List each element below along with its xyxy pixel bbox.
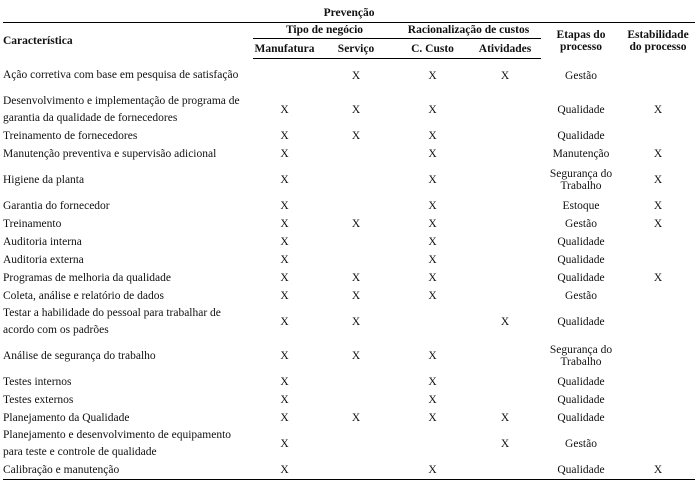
activities-cell bbox=[469, 251, 541, 269]
process-stability-cell bbox=[621, 339, 695, 373]
characteristic-cell: Auditoria externa bbox=[3, 253, 84, 266]
manufacturing-header: Manufatura bbox=[253, 41, 316, 59]
table-row bbox=[3, 93, 695, 127]
cost-center-cell bbox=[396, 305, 469, 339]
process-stage-cell: Qualidade bbox=[557, 272, 605, 284]
process-stability-cell bbox=[621, 373, 695, 391]
characteristic-cell: Auditoria interna bbox=[3, 235, 82, 248]
activities-cell bbox=[469, 127, 541, 145]
process-stage-cell: Gestão bbox=[565, 69, 597, 82]
process-stability-cell: X bbox=[653, 272, 663, 284]
service-cell bbox=[316, 197, 396, 215]
cost-center-cell: X bbox=[428, 174, 437, 186]
process-stability-cell: X bbox=[653, 148, 663, 160]
characteristic-cell: Planejamento da Qualidade bbox=[3, 411, 130, 424]
table-row bbox=[3, 373, 695, 391]
table-row bbox=[3, 409, 695, 427]
manufacturing-cell: X bbox=[280, 218, 289, 230]
business-type-label: Tipo de negócio bbox=[253, 24, 396, 39]
process-stability-cell bbox=[621, 305, 695, 339]
manufacturing-cell: X bbox=[280, 254, 289, 266]
table-row bbox=[3, 391, 695, 409]
process-stage-cell: Qualidade bbox=[557, 254, 605, 266]
activities-cell bbox=[469, 461, 541, 480]
process-stability-header bbox=[621, 23, 695, 59]
process-stage-cell: Gestão bbox=[565, 290, 597, 302]
process-stability-cell: X bbox=[653, 200, 663, 212]
process-stage-cell: Qualidade bbox=[557, 104, 605, 116]
table-row bbox=[3, 233, 695, 251]
cost-center-cell: X bbox=[428, 350, 437, 362]
table-row bbox=[3, 251, 695, 269]
process-stage-cell: Gestão bbox=[565, 218, 597, 230]
cost-rationalization-label: Racionalização de custos bbox=[396, 24, 541, 39]
cost-center-cell: X bbox=[428, 104, 437, 116]
table-row bbox=[3, 305, 695, 339]
service-cell bbox=[316, 163, 396, 197]
process-stage-cell: Qualidade bbox=[557, 316, 605, 328]
cost-center-cell: X bbox=[428, 130, 437, 142]
characteristic-cell: Programas de melhoria da qualidade bbox=[3, 271, 171, 284]
table-row bbox=[3, 269, 695, 287]
activities-cell bbox=[469, 145, 541, 163]
manufacturing-cell: X bbox=[280, 236, 289, 248]
activities-cell: X bbox=[500, 438, 510, 450]
cost-center-cell: X bbox=[428, 272, 437, 284]
table-row bbox=[3, 215, 695, 233]
service-cell bbox=[316, 251, 396, 269]
service-cell: X bbox=[351, 412, 361, 424]
service-cell bbox=[316, 427, 396, 461]
manufacturing-cell: X bbox=[280, 200, 289, 212]
process-stability-cell bbox=[621, 391, 695, 409]
process-stability-cell: X bbox=[653, 218, 663, 230]
process-stability-cell: X bbox=[653, 104, 663, 116]
service-cell bbox=[316, 461, 396, 480]
process-stage-cell: Manutenção bbox=[552, 148, 610, 160]
prevention-table bbox=[3, 4, 695, 480]
process-stage-cell: Qualidade bbox=[557, 236, 605, 248]
cost-center-cell: X bbox=[428, 394, 437, 406]
manufacturing-cell: X bbox=[280, 394, 289, 406]
cost-center-cell: X bbox=[428, 70, 437, 82]
activities-cell bbox=[469, 215, 541, 233]
activities-cell bbox=[469, 197, 541, 215]
cost-center-cell: X bbox=[428, 200, 437, 212]
manufacturing-cell: X bbox=[280, 350, 289, 362]
activities-cell bbox=[469, 339, 541, 373]
process-stage-cell: Qualidade bbox=[557, 412, 605, 424]
table-row bbox=[3, 163, 695, 197]
process-stability-cell bbox=[621, 233, 695, 251]
activities-cell bbox=[469, 287, 541, 305]
manufacturing-cell: X bbox=[280, 104, 289, 116]
activities-cell bbox=[469, 391, 541, 409]
characteristic-cell: Coleta, análise e relatório de dados bbox=[3, 289, 164, 302]
characteristic-cell: Garantia do fornecedor bbox=[3, 199, 110, 212]
characteristic-cell: Desenvolvimento e implementação de programa de garantia da qualidade de fornecedores bbox=[3, 95, 240, 124]
manufacturing-cell: X bbox=[280, 148, 289, 160]
manufacturing-cell: X bbox=[280, 376, 289, 388]
table-row bbox=[3, 145, 695, 163]
characteristic-cell: Testar a habilidade do pessoal para trabalhar de acordo com os padrões bbox=[3, 307, 221, 336]
activities-cell: X bbox=[500, 412, 510, 424]
process-stability-cell bbox=[621, 287, 695, 305]
table-row bbox=[3, 461, 695, 480]
process-stability-line2: do processo bbox=[629, 40, 687, 53]
characteristic-cell: Análise de segurança do trabalho bbox=[3, 349, 156, 362]
service-cell bbox=[316, 145, 396, 163]
table-body bbox=[3, 59, 695, 480]
characteristic-cell: Ação corretiva com base em pesquisa de satisfação bbox=[3, 69, 239, 82]
activities-cell: X bbox=[500, 316, 510, 328]
characteristic-cell: Planejamento e desenvolvimento de equipamento para teste e controle de qualidade bbox=[3, 429, 232, 458]
table-title: Prevenção bbox=[3, 4, 695, 23]
cost-center-cell: X bbox=[428, 290, 437, 302]
table-row bbox=[3, 339, 695, 373]
process-stability-cell: X bbox=[653, 174, 663, 186]
process-stability-cell bbox=[621, 127, 695, 145]
cost-center-header: C. Custo bbox=[396, 41, 469, 59]
process-stage-cell: Estoque bbox=[562, 200, 600, 212]
table-row bbox=[3, 59, 695, 94]
manufacturing-cell: X bbox=[280, 438, 289, 450]
activities-cell bbox=[469, 163, 541, 197]
activities-cell bbox=[469, 233, 541, 251]
table-row bbox=[3, 197, 695, 215]
cost-center-cell: X bbox=[428, 148, 437, 160]
cost-center-cell: X bbox=[428, 254, 437, 266]
process-stability-cell bbox=[621, 427, 695, 461]
cost-center-cell: X bbox=[428, 376, 437, 388]
process-stability-cell bbox=[621, 251, 695, 269]
activities-header: Atividades bbox=[469, 41, 541, 59]
service-cell bbox=[316, 233, 396, 251]
service-cell bbox=[316, 373, 396, 391]
cost-center-cell bbox=[396, 427, 469, 461]
characteristic-header: Característica bbox=[3, 34, 73, 47]
process-stage-cell: Qualidade bbox=[557, 130, 605, 142]
manufacturing-cell: X bbox=[280, 272, 289, 284]
characteristic-cell: Testes internos bbox=[3, 375, 72, 388]
process-stage-header bbox=[541, 23, 621, 59]
service-cell: X bbox=[351, 316, 361, 328]
table-row bbox=[3, 127, 695, 145]
service-cell bbox=[316, 391, 396, 409]
cost-center-cell: X bbox=[428, 218, 437, 230]
process-stage-cell: Segurança do Trabalho bbox=[549, 344, 613, 368]
manufacturing-cell: X bbox=[280, 316, 289, 328]
manufacturing-cell bbox=[253, 59, 316, 94]
service-cell: X bbox=[351, 218, 361, 230]
process-stage-line1: Etapas do bbox=[556, 28, 606, 41]
cost-center-cell: X bbox=[396, 461, 469, 480]
table-row bbox=[3, 427, 695, 461]
process-stability-cell: X bbox=[621, 461, 695, 480]
characteristic-cell: Testes externos bbox=[3, 393, 74, 406]
manufacturing-cell: X bbox=[280, 290, 289, 302]
service-header: Serviço bbox=[316, 41, 396, 59]
manufacturing-cell: X bbox=[280, 174, 289, 186]
service-cell: X bbox=[351, 104, 361, 116]
characteristic-cell: Treinamento bbox=[3, 217, 62, 230]
manufacturing-cell: X bbox=[253, 461, 316, 480]
business-type-group-header bbox=[253, 23, 396, 41]
prevention-table-container bbox=[3, 4, 695, 480]
process-stage-line2: processo bbox=[560, 40, 602, 53]
process-stage-cell: Gestão bbox=[565, 438, 597, 450]
activities-cell bbox=[469, 269, 541, 287]
service-cell: X bbox=[351, 70, 361, 82]
table-header bbox=[3, 4, 695, 59]
characteristic-cell: Calibração e manutenção bbox=[3, 461, 253, 480]
table-row bbox=[3, 287, 695, 305]
cost-rationalization-group-header bbox=[396, 23, 541, 41]
service-cell: X bbox=[351, 350, 361, 362]
service-cell: X bbox=[351, 290, 361, 302]
process-stability-line1: Estabilidade bbox=[627, 28, 689, 41]
cost-center-cell: X bbox=[428, 236, 437, 248]
characteristic-cell: Treinamento de fornecedores bbox=[3, 129, 138, 142]
service-cell: X bbox=[351, 272, 361, 284]
characteristic-cell: Manutenção preventiva e supervisão adicional bbox=[3, 147, 217, 160]
process-stage-cell: Qualidade bbox=[557, 394, 605, 406]
process-stage-cell: Qualidade bbox=[541, 461, 621, 480]
cost-center-cell: X bbox=[428, 412, 437, 424]
activities-cell bbox=[469, 93, 541, 127]
characteristic-cell: Higiene da planta bbox=[3, 173, 85, 186]
activities-cell: X bbox=[500, 70, 510, 82]
manufacturing-cell: X bbox=[280, 130, 289, 142]
activities-cell bbox=[469, 373, 541, 391]
service-cell: X bbox=[351, 130, 361, 142]
process-stage-cell: Segurança do Trabalho bbox=[549, 168, 613, 192]
manufacturing-cell: X bbox=[280, 412, 289, 424]
process-stability-cell bbox=[621, 59, 695, 94]
process-stage-cell: Qualidade bbox=[557, 376, 605, 388]
process-stability-cell bbox=[621, 409, 695, 427]
